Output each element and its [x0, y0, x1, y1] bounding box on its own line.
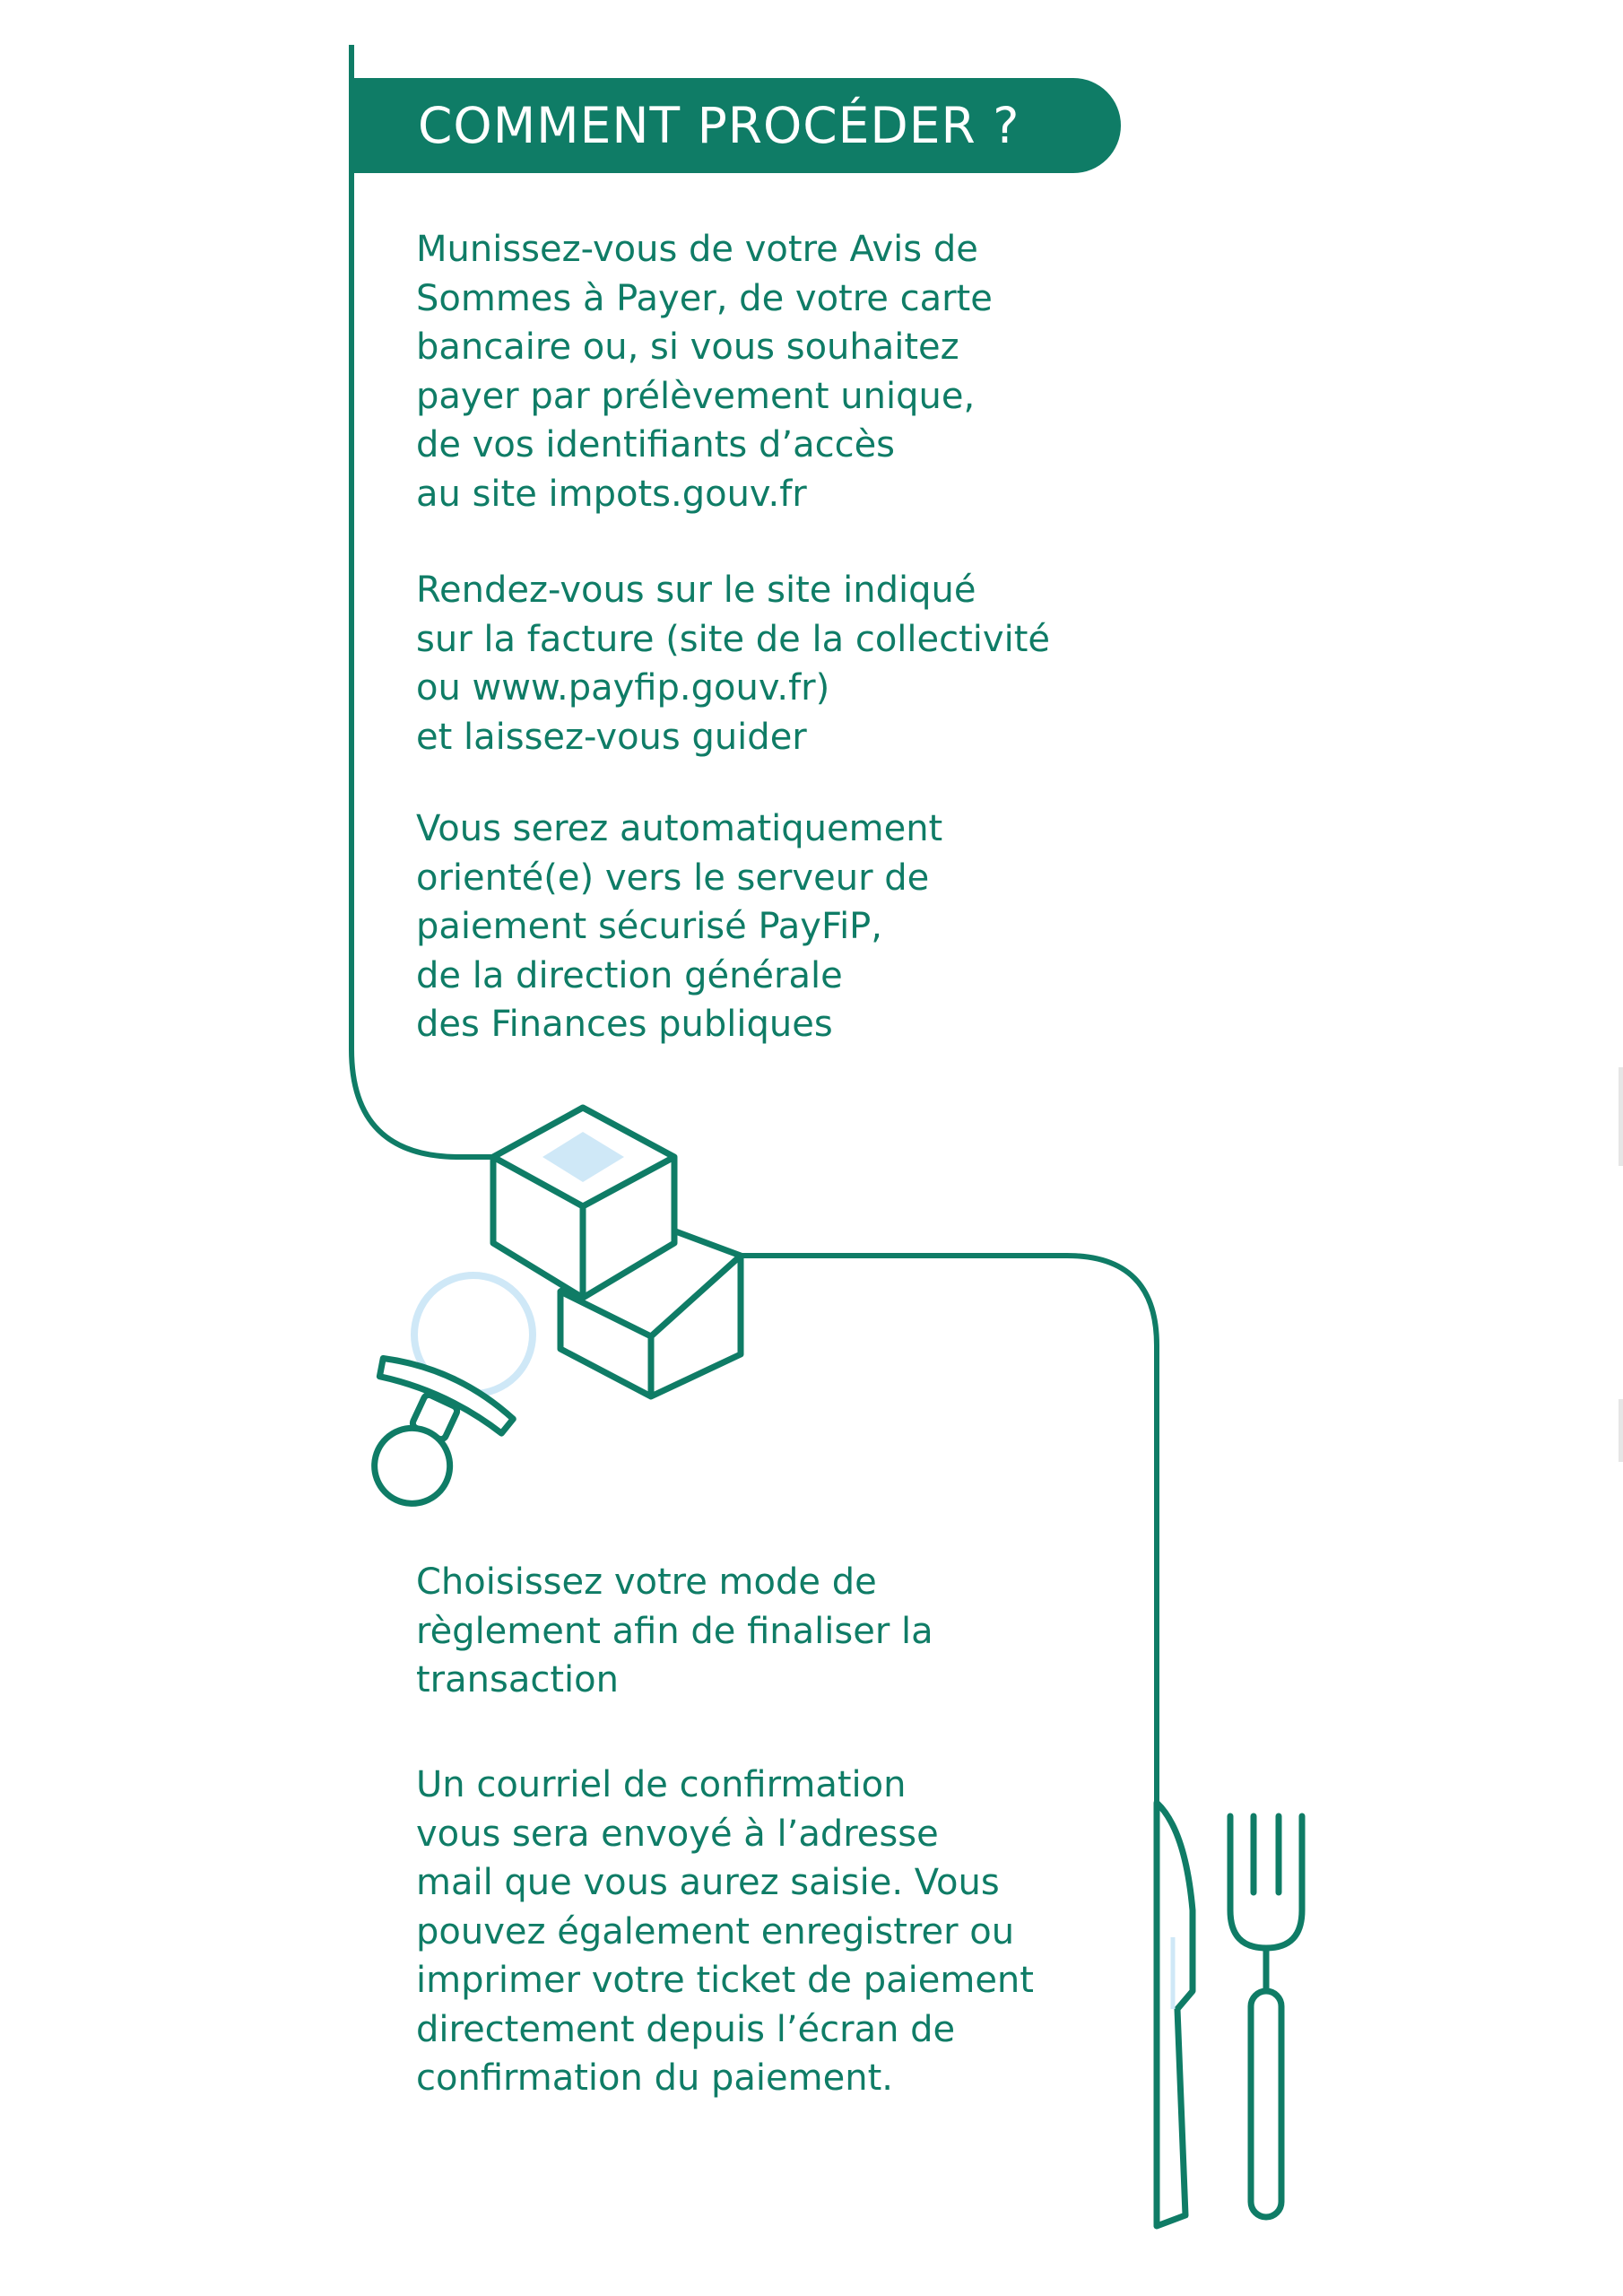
text-line: de vos identifiants d’accès [416, 424, 896, 465]
text-line: Choisissez votre mode de [416, 1561, 877, 1603]
text-line: pouvez également enregistrer ou [416, 1910, 1015, 1952]
text-line: orienté(e) vers le serveur de [416, 857, 930, 899]
text-line: Vous serez automatiquement [416, 808, 943, 849]
step-paragraph-1 [416, 225, 993, 518]
text-line: transaction [416, 1659, 619, 1700]
text-line: sur la facture (site de la collectivité [416, 618, 1050, 660]
text-line: payer par prélèvement unique, [416, 375, 976, 417]
text-line: Rendez-vous sur le site indiqué [416, 570, 976, 611]
text-line: au site impots.gouv.fr [416, 473, 807, 515]
text-line: bancaire ou, si vous souhaitez [416, 326, 959, 368]
title-banner [352, 78, 1121, 173]
text-line: des Finances publiques [416, 1004, 833, 1045]
guide-line-bottom [735, 1256, 1157, 1803]
text-line: mail que vous aurez saisie. Vous [416, 1862, 1000, 1903]
text-line: et laissez-vous guider [416, 716, 807, 758]
step-paragraph-5 [416, 1761, 1034, 2103]
step-paragraph-4 [416, 1558, 933, 1705]
text-line: de la direction générale [416, 954, 843, 996]
scan-edge-mark [1619, 1399, 1623, 1462]
text-line: règlement afin de finaliser la [416, 1610, 933, 1652]
text-line: directement depuis l’écran de [416, 2008, 956, 2050]
knife-icon [1157, 1803, 1193, 2226]
page-title: COMMENT PROCÉDER ? [418, 97, 1020, 154]
step-paragraph-2 [416, 566, 1050, 761]
step-paragraph-3 [416, 804, 942, 1049]
text-line: Un courriel de confirmation [416, 1764, 907, 1805]
pacifier-icon [331, 1275, 533, 1530]
text-line: Munissez-vous de votre Avis de [416, 229, 978, 270]
scan-edge-mark [1619, 1067, 1623, 1166]
text-line: vous sera envoyé à l’adresse [416, 1813, 939, 1855]
fork-icon [1230, 1816, 1302, 2217]
text-line: ou www.payfip.gouv.fr) [416, 667, 830, 709]
text-line: confirmation du paiement. [416, 2057, 893, 2099]
text-line: imprimer votre ticket de paiement [416, 1960, 1034, 2001]
text-line: paiement sécurisé PayFiP, [416, 906, 883, 947]
text-line: Sommes à Payer, de votre carte [416, 277, 993, 319]
